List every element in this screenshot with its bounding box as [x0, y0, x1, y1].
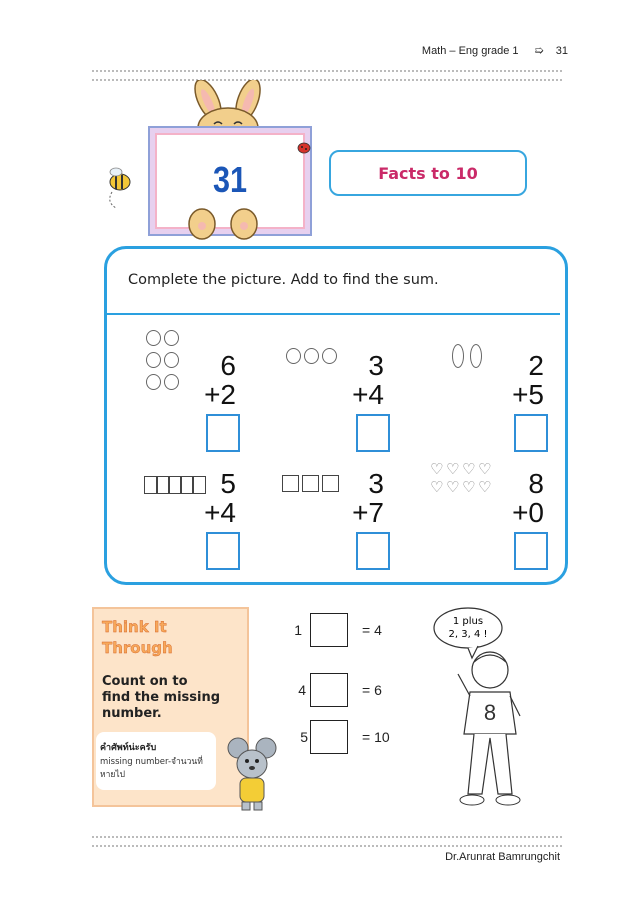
top-divider	[92, 70, 562, 81]
lesson-title: Facts to 10	[329, 150, 527, 196]
ladybug-icon	[296, 140, 312, 154]
subject-label: Math – Eng grade 1	[421, 45, 519, 57]
vocabulary-text: missing number-จำนวนที่หายไป	[100, 757, 203, 780]
bee-icon	[102, 166, 140, 210]
exercise-panel	[104, 246, 568, 585]
think-body: Count on to find the missing number.	[102, 674, 221, 721]
boy-illustration	[450, 650, 540, 810]
lesson-number: 31	[212, 159, 248, 200]
problem-3-bottom: +5	[512, 379, 544, 410]
problem-3-top: 2	[528, 350, 544, 381]
bottom-divider	[92, 836, 562, 847]
problem-1-top: 6	[220, 350, 236, 381]
vocabulary-title: คำศัพท์น่ะครับ	[100, 743, 157, 753]
problem-6-top: 8	[528, 468, 544, 499]
problem-5-top: 3	[368, 468, 384, 499]
bunny-feet-icon	[184, 206, 264, 242]
problem-2-bottom: +4	[352, 379, 384, 410]
vocabulary-note	[96, 732, 216, 790]
problem-3-answer-box[interactable]	[514, 414, 548, 452]
page-header	[422, 44, 568, 57]
missing-1-answer-box[interactable]	[310, 613, 348, 647]
problem-5-bottom: +7	[352, 497, 384, 528]
svg-text:2, 3, 4 !: 2, 3, 4 !	[448, 629, 488, 640]
problem-4-answer-box[interactable]	[206, 532, 240, 570]
page-number: 31	[555, 45, 568, 57]
mouse-icon	[226, 736, 278, 814]
problem-2-top: 3	[368, 350, 384, 381]
svg-text:8: 8	[483, 700, 497, 725]
problem-2-answer-box[interactable]	[356, 414, 390, 452]
instruction-divider	[106, 313, 560, 315]
problem-6-answer-box[interactable]	[514, 532, 548, 570]
problem-4-bottom: +4	[204, 497, 236, 528]
think-heading: Think It Through	[102, 618, 173, 657]
problem-5-answer-box[interactable]	[356, 532, 390, 570]
author-footer: Dr.Arunrat Bamrungchit	[445, 851, 560, 863]
instruction-text: Complete the picture. Add to find the sum.	[128, 272, 439, 288]
problem-4-top: 5	[220, 468, 236, 499]
problem-6-bottom: +0	[512, 497, 544, 528]
problem-1-answer-box[interactable]	[206, 414, 240, 452]
missing-3-answer-box[interactable]	[310, 720, 348, 754]
svg-text:1 plus: 1 plus	[452, 616, 484, 627]
arrow-icon: ➯	[534, 45, 544, 57]
problem-1-bottom: +2	[204, 379, 236, 410]
missing-2-answer-box[interactable]	[310, 673, 348, 707]
